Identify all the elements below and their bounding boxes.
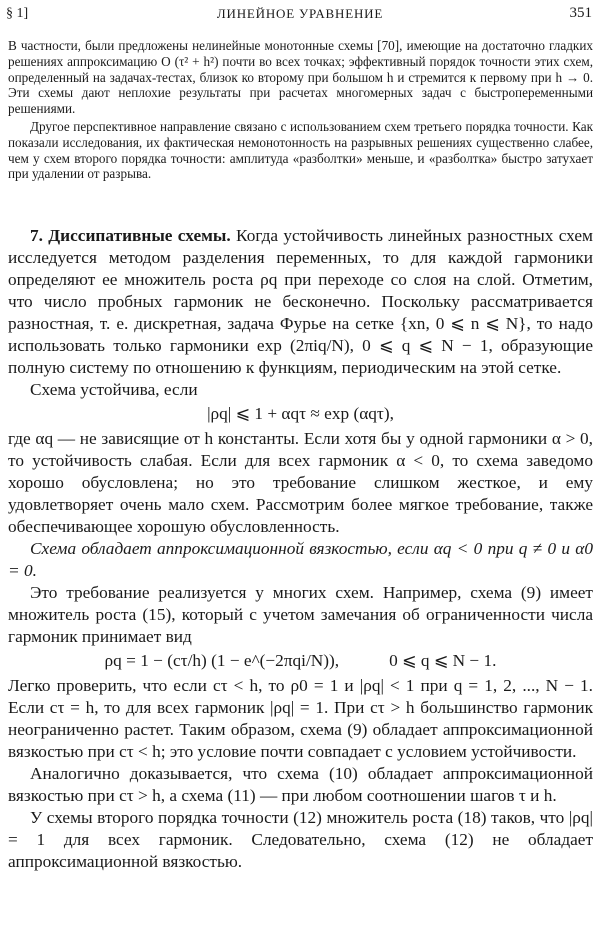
paragraph: где αq — не зависящие от h константы. Если хотя бы у одной гармоники α > 0, то устойчивость слабая. Если для всех гармоник α < 0, то схема заведомо хорошо обусловлена; но это требование слишком жесткое, и ему удовлетворяет очень мало схем. Рассмотрим более мягкое требование, также обеспечивающее хорошую обусловленность. (8, 429, 593, 536)
definition-text: Схема обладает аппроксимационной вязкостью, если αq < 0 при q ≠ 0 и α0 = 0. (8, 539, 593, 580)
formula-range: 0 ⩽ q ⩽ N − 1. (389, 651, 497, 670)
definition-paragraph (8, 538, 593, 582)
running-header (0, 0, 600, 30)
display-formula (8, 650, 593, 672)
paragraph: Аналогично доказывается, что схема (10) обладает аппроксимационной вязкостью при cτ > h, а схема (11) — при любом соотношении шагов τ и h. (8, 764, 593, 805)
small-paragraph: В частности, были предложены нелинейные монотонные схемы [70], имеющие на достаточно гладких решениях аппроксимацию O (τ² + h²) почти во всех точках; эффективный порядок точности этих схем, определенный на задачах-тестах, близок ко второму при большом h и стремится к первому при h → 0. Эти схемы дают неплохие результаты при расчетах многомерных задач с быстропеременными решениями. (8, 38, 593, 117)
section-marker: § 1] (6, 6, 29, 21)
display-formula: |ρq| ⩽ 1 + αqτ ≈ exp (αqτ), (207, 404, 394, 423)
page-number: 351 (569, 5, 592, 21)
small-paragraph: Другое перспективное направление связано с использованием схем третьего порядка точности. Как показали исследования, их фактическая немонотонность на разрывных решениях существенно слабее, чем у схем второго порядка точности: амплитуда «разболтки» меньше, и «разболтка» быстро затухает при удалении от разрыва. (8, 118, 593, 182)
small-print-block (8, 38, 593, 182)
formula-main: ρq = 1 − (cτ/h) (1 − e^(−2πqi/N)), (104, 651, 340, 670)
paragraph: Легко проверить, что если cτ < h, то ρ0 = 1 и |ρq| < 1 при q = 1, 2, ..., N − 1. Если cτ = h, то для всех гармоник |ρq| = 1. При cτ > h большинство гармоник неограниченно растет. Таким образом, схема (9) обладает аппроксимационной вязкостью при cτ < h; это условие почти совпадает с условием устойчивости. (8, 676, 593, 761)
paragraph-text: Когда устойчивость линейных разностных схем исследуется методом разделения переменных, то для каждой гармоники определяют ее множитель роста ρq при переходе со слоя на слой. Отметим, что число пробных гармоник не бесконечно. Поскольку рассматривается разностная, т. е. дискретная, задача Фурье на сетке {xn, 0 ⩽ n ⩽ N}, то надо использовать только гармоники exp (2πiq/N), 0 ⩽ q ⩽ N − 1, образующие полную систему по отношению к функциям, периодическим на этой сетке. (8, 226, 593, 377)
section-7-body (8, 225, 593, 873)
section-heading: 7. Диссипативные схемы. (30, 226, 231, 245)
paragraph: Это требование реализуется у многих схем. Например, схема (9) имеет множитель роста (15), который с учетом замечания об ограниченности числа гармоник принимает вид (8, 583, 593, 646)
running-title: ЛИНЕЙНОЕ УРАВНЕНИЕ (216, 6, 384, 21)
paragraph: У схемы второго порядка точности (12) множитель роста (18) таков, что |ρq| = 1 для всех гармоник. Следовательно, схема (12) не обладает аппроксимационной вязкостью. (8, 808, 593, 871)
paragraph: Схема устойчива, если (30, 380, 198, 399)
